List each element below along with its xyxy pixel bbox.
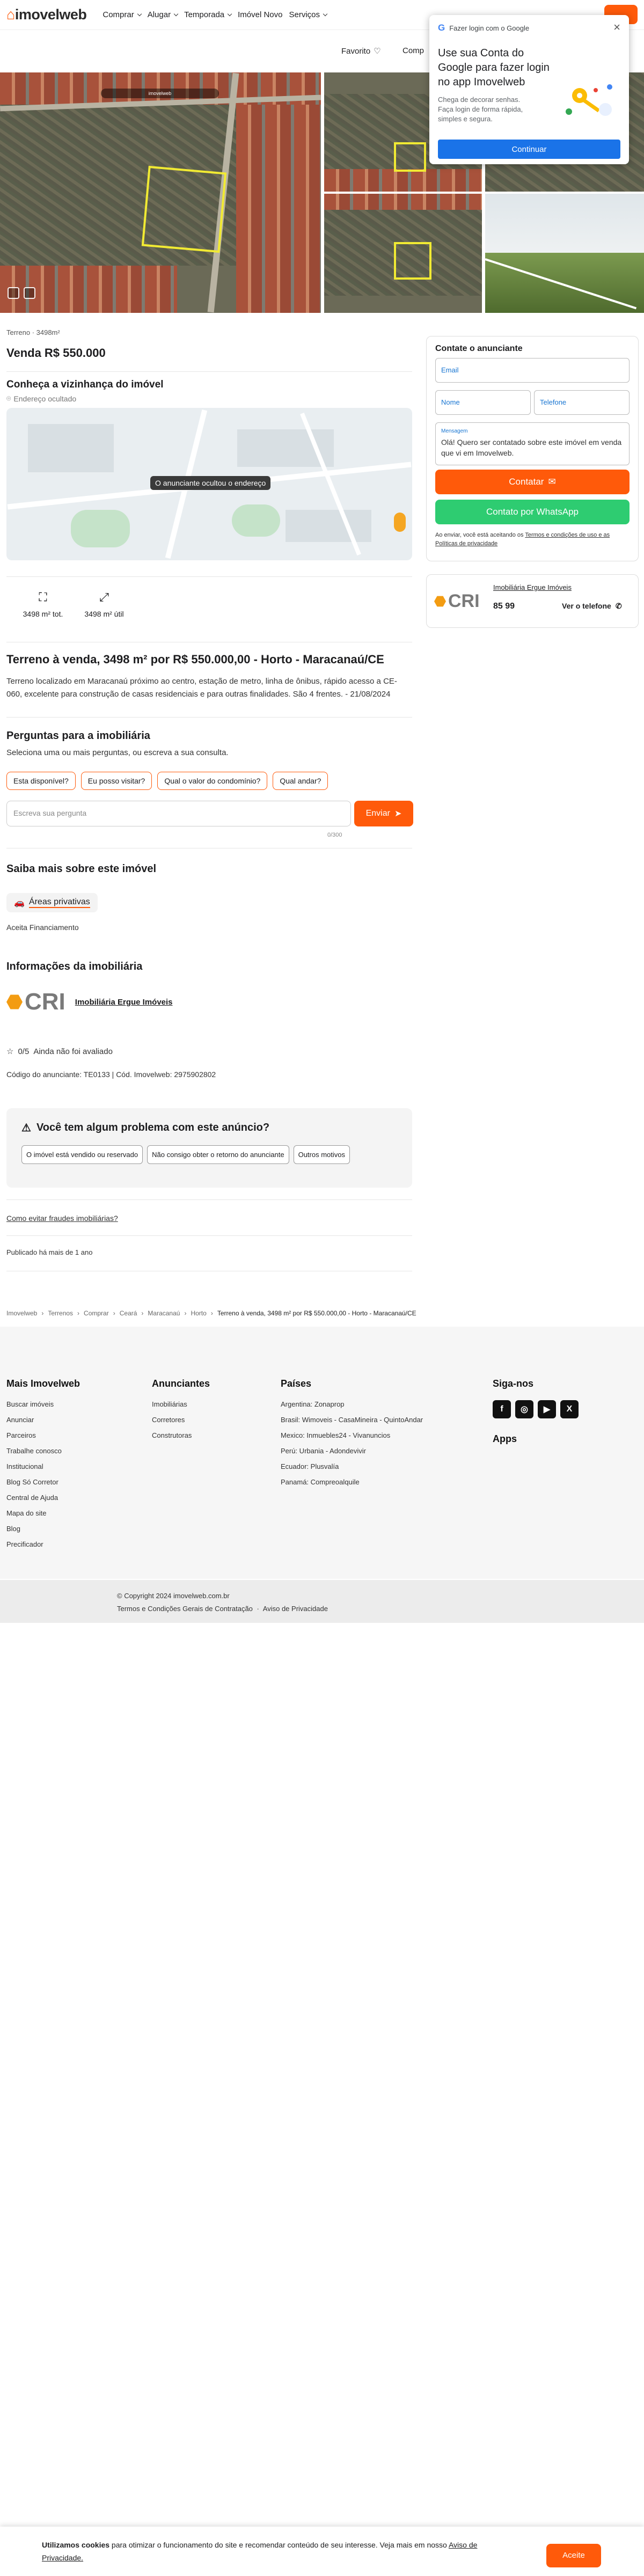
close-icon[interactable]: × xyxy=(613,20,620,34)
footer-link[interactable]: Parceiros xyxy=(6,1431,36,1439)
area-total-icon: ⛶ xyxy=(39,590,47,604)
footer-link[interactable]: Blog xyxy=(6,1525,21,1533)
chevron-right-icon: › xyxy=(184,1309,187,1317)
breadcrumb-comprar[interactable]: Comprar xyxy=(84,1309,109,1317)
divider xyxy=(6,576,412,577)
private-areas-pill[interactable]: 🚗 Áreas privativas xyxy=(6,893,98,912)
x-twitter-icon[interactable]: X xyxy=(560,1400,579,1418)
agent-name-link[interactable]: Imobiliária Ergue Imóveis xyxy=(493,583,572,591)
map-pin-icon xyxy=(394,513,406,532)
phone-field[interactable]: Telefone xyxy=(534,390,630,415)
terms-link[interactable]: Termos e condições de uso e as Políticas de privacidade xyxy=(435,532,610,547)
footer-link[interactable]: Precificador xyxy=(6,1540,43,1548)
feature-area-total: ⛶ 3498 m² tot. xyxy=(11,590,75,618)
main-nav xyxy=(103,10,327,19)
facebook-icon[interactable]: f xyxy=(493,1400,511,1418)
agency-info-title: Informações da imobiliária xyxy=(6,961,143,972)
name-field[interactable]: Nome xyxy=(435,390,531,415)
whatsapp-button[interactable]: Contato por WhatsApp xyxy=(435,500,630,524)
show-phone-button[interactable]: Ver o telefone ✆ xyxy=(562,602,622,610)
chip-andar[interactable]: Qual andar? xyxy=(273,772,328,790)
breadcrumb-ceara[interactable]: Ceará xyxy=(119,1309,137,1317)
key-illustration-icon xyxy=(558,79,617,122)
nav-imovel-novo[interactable]: Imóvel Novo xyxy=(238,10,283,19)
agent-logo[interactable]: CRI xyxy=(434,591,480,612)
car-icon: 🚗 xyxy=(14,898,25,908)
gallery-controls xyxy=(8,287,35,299)
chevron-down-icon xyxy=(137,12,141,16)
breadcrumb-maracanau[interactable]: Maracanaú xyxy=(148,1309,180,1317)
chevron-right-icon: › xyxy=(41,1309,44,1317)
cookie-banner: Utilizamos cookies para otimizar o funcionamento do site e recomendar conteúdo de seu interesse. Veja mais em nosso Aviso de Privacidade. Aceite xyxy=(0,2527,644,2576)
breadcrumb-terrenos[interactable]: Terrenos xyxy=(48,1309,74,1317)
listing-title: Terreno à venda, 3498 m² por R$ 550.000,00 - Horto - Maracanaú/CE xyxy=(6,653,384,666)
feature-area-useful: ⤢ 3498 m² útil xyxy=(72,590,136,618)
footer-link[interactable]: Brasil: Wimoveis - CasaMineira - QuintoAndar xyxy=(281,1416,423,1424)
photo-thumb-3[interactable] xyxy=(324,194,482,313)
char-counter: 0/300 xyxy=(327,832,342,838)
report-problem-box: ⚠ Você tem algum problema com este anúncio? O imóvel está vendido ou reservado Não consigo obter o retorno do anunciante Outros motivos xyxy=(6,1108,412,1188)
published-date: Publicado há mais de 1 ano xyxy=(6,1248,93,1256)
copyright-bar: © Copyright 2024 imovelweb.com.br Termos e Condições Gerais de Contratação · Aviso de Privacidade xyxy=(0,1580,644,1623)
chevron-right-icon: › xyxy=(113,1309,115,1317)
footer-link[interactable]: Ecuador: Plusvalía xyxy=(281,1462,339,1470)
listing-description: Terreno localizado em Maracanaú próximo ao centro, estação de metro, linha de ônibus, rápido acesso a CE-060, excelente para construção de casas residenciais e para outras finalidades. São 4 frentes. - 21/08/2024 xyxy=(6,677,397,699)
footer-link[interactable]: Trabalhe conosco xyxy=(6,1447,62,1455)
footer-link[interactable]: Mexico: Inmuebles24 - Vivanuncios xyxy=(281,1431,391,1439)
breadcrumb xyxy=(6,1309,416,1317)
property-type-area: Terreno · 3498m² xyxy=(6,328,60,336)
footer-col-more: Mais Imovelweb Buscar imóveis Anunciar Parceiros Trabalhe conosco Institucional Blog Só Corretor Central de Ajuda Mapa do site Blog Precificador xyxy=(6,1378,80,1548)
footer-link[interactable]: Anunciar xyxy=(6,1416,34,1424)
footer-link[interactable]: Imobiliárias xyxy=(152,1400,187,1408)
footer-link[interactable]: Blog Só Corretor xyxy=(6,1478,58,1486)
accept-cookies-button[interactable]: Aceite xyxy=(546,2544,601,2567)
copyright-text: © Copyright 2024 imovelweb.com.br xyxy=(117,1592,230,1600)
agency-block xyxy=(6,989,173,1015)
report-other-button[interactable]: Outros motivos xyxy=(294,1145,350,1164)
breadcrumb-imovelweb[interactable]: Imovelweb xyxy=(6,1309,38,1317)
privacy-link[interactable]: Aviso de Privacidade xyxy=(262,1605,328,1613)
image-count-icon[interactable] xyxy=(8,287,19,299)
chevron-right-icon: › xyxy=(141,1309,144,1317)
message-field[interactable]: Mensagem Olá! Quero ser contatado sobre este imóvel em venda que vi em Imovelweb. xyxy=(435,422,630,465)
warning-icon: ⚠ xyxy=(21,1122,31,1134)
breadcrumb-horto[interactable]: Horto xyxy=(191,1309,207,1317)
footer-col-social: Siga-nos f ◎ ▶ X Apps xyxy=(493,1378,579,1455)
google-login-popup xyxy=(429,15,629,164)
footer-col-advertisers: Anunciantes Imobiliárias Corretores Construtoras xyxy=(152,1378,210,1439)
divider xyxy=(6,1235,412,1236)
share-button[interactable]: Comp xyxy=(402,46,425,55)
agency-rating: ☆ 0/5 Ainda não foi avaliado xyxy=(6,1046,113,1056)
google-popup-body: Chega de decorar senhas. Faça login de forma rápida, simples e segura. xyxy=(438,96,523,123)
agent-card xyxy=(426,574,639,628)
location-pin-icon: ⌾ xyxy=(6,394,11,402)
chip-disponivel[interactable]: Esta disponível? xyxy=(6,772,76,790)
financing-note: Aceita Financiamento xyxy=(6,923,79,932)
footer-link[interactable]: Institucional xyxy=(6,1462,43,1470)
fraud-link[interactable]: Como evitar fraudes imobiliárias? xyxy=(6,1214,118,1223)
neighborhood-title: Conheça a vizinhança do imóvel xyxy=(6,379,164,390)
photo-watermark: imovelweb xyxy=(101,89,219,98)
footer-link[interactable]: Argentina: Zonaprop xyxy=(281,1400,345,1408)
logo-house-icon: ⌂ xyxy=(6,6,15,23)
send-question-button[interactable]: Enviar ➤ xyxy=(354,801,413,826)
main-photo[interactable] xyxy=(0,72,321,313)
chip-condominio[interactable]: Qual o valor do condomínio? xyxy=(157,772,267,790)
questions-subtitle: Seleciona uma ou mais perguntas, ou escreva a sua consulta. xyxy=(6,748,229,757)
footer-link[interactable]: Central de Ajuda xyxy=(6,1494,58,1502)
divider xyxy=(6,1199,412,1200)
divider xyxy=(6,371,412,372)
report-no-response-button[interactable]: Não consigo obter o retorno do anunciante xyxy=(147,1145,289,1164)
question-chips xyxy=(6,772,328,790)
contact-form xyxy=(426,336,639,561)
photo-thumb-5[interactable] xyxy=(485,194,644,313)
contact-title: Contate o anunciante xyxy=(435,344,523,353)
breadcrumb-current: Terreno à venda, 3498 m² por R$ 550.000,00 - Horto - Maracanaú/CE xyxy=(217,1309,416,1317)
mail-icon: ✉ xyxy=(548,477,556,487)
phone-preview: 85 99 xyxy=(493,602,515,611)
hexagon-logo-icon xyxy=(434,596,446,608)
chevron-right-icon: › xyxy=(210,1309,213,1317)
chevron-right-icon: › xyxy=(77,1309,80,1317)
footer-col-countries: Países Argentina: Zonaprop Brasil: Wimoveis - CasaMineira - QuintoAndar Mexico: Inmuebles24 - Vivanuncios Perú: Urbania - Adondevivir Ecuador: Plusvalía Panamá: Compreoalquile xyxy=(281,1378,423,1486)
camera-icon[interactable] xyxy=(24,287,35,299)
email-field[interactable]: Email xyxy=(435,358,630,383)
google-popup-heading: Use sua Conta do Google para fazer login no app Imovelweb xyxy=(438,47,550,88)
nav-comprar[interactable]: Comprar xyxy=(103,10,141,19)
nav-alugar[interactable]: Alugar xyxy=(148,10,178,19)
location-map[interactable] xyxy=(6,408,412,560)
agency-name-link[interactable]: Imobiliária Ergue Imóveis xyxy=(75,997,173,1007)
nav-temporada[interactable]: Temporada xyxy=(184,10,231,19)
footer-link[interactable]: Buscar imóveis xyxy=(6,1400,54,1408)
questions-title: Perguntas para a imobiliária xyxy=(6,730,150,742)
footer-link[interactable]: Corretores xyxy=(152,1416,185,1424)
more-info-title: Saiba mais sobre este imóvel xyxy=(6,863,157,875)
instagram-icon[interactable]: ◎ xyxy=(515,1400,533,1418)
listing-codes: Código do anunciante: TE0133 | Cód. Imovelweb: 2975902802 xyxy=(6,1070,216,1079)
footer-link[interactable]: Perú: Urbania - Adondevivir xyxy=(281,1447,366,1455)
google-continue-button[interactable]: Continuar xyxy=(438,140,620,159)
area-useful-icon: ⤢ xyxy=(99,590,109,604)
report-sold-button[interactable]: O imóvel está vendido ou reservado xyxy=(21,1145,143,1164)
map-hidden-address-label: O anunciante ocultou o endereço xyxy=(150,476,270,490)
star-icon: ☆ xyxy=(6,1047,14,1056)
chevron-down-icon xyxy=(174,12,178,16)
google-popup-title: Fazer login com o Google xyxy=(449,24,530,32)
hexagon-logo-icon xyxy=(6,994,23,1010)
google-logo-icon: G xyxy=(438,23,445,33)
privacy-notice-link[interactable]: Aviso de Privacidade. xyxy=(42,2541,478,2562)
imovelweb-logo[interactable]: ⌂ imovelweb xyxy=(6,6,87,23)
footer-link[interactable]: Panamá: Compreoalquile xyxy=(281,1478,360,1486)
favorite-button[interactable]: Favorito ♡ xyxy=(341,46,381,56)
footer-link[interactable]: Construtoras xyxy=(152,1431,192,1439)
divider xyxy=(6,717,412,718)
terms-link[interactable]: Termos e Condições Gerais de Contratação xyxy=(117,1605,253,1613)
question-input[interactable]: Escreva sua pergunta xyxy=(6,801,351,826)
chevron-down-icon xyxy=(323,12,327,16)
footer-link[interactable]: Mapa do site xyxy=(6,1509,47,1517)
chip-visitar[interactable]: Eu posso visitar? xyxy=(81,772,152,790)
terms-note: Ao enviar, você está aceitando os Termos e condições de uso e as Políticas de privacidade xyxy=(435,532,610,547)
phone-icon: ✆ xyxy=(615,602,622,610)
chevron-down-icon xyxy=(228,12,232,16)
address-line: ⌾ Endereço ocultado xyxy=(6,394,77,403)
contact-button[interactable]: Contatar ✉ xyxy=(435,470,630,494)
listing-price: Venda R$ 550.000 xyxy=(6,346,106,360)
youtube-icon[interactable]: ▶ xyxy=(538,1400,556,1418)
agency-logo[interactable]: CRI xyxy=(6,989,65,1015)
heart-icon: ♡ xyxy=(374,47,381,56)
send-icon: ➤ xyxy=(394,809,402,818)
nav-servicos[interactable]: Serviços xyxy=(289,10,327,19)
